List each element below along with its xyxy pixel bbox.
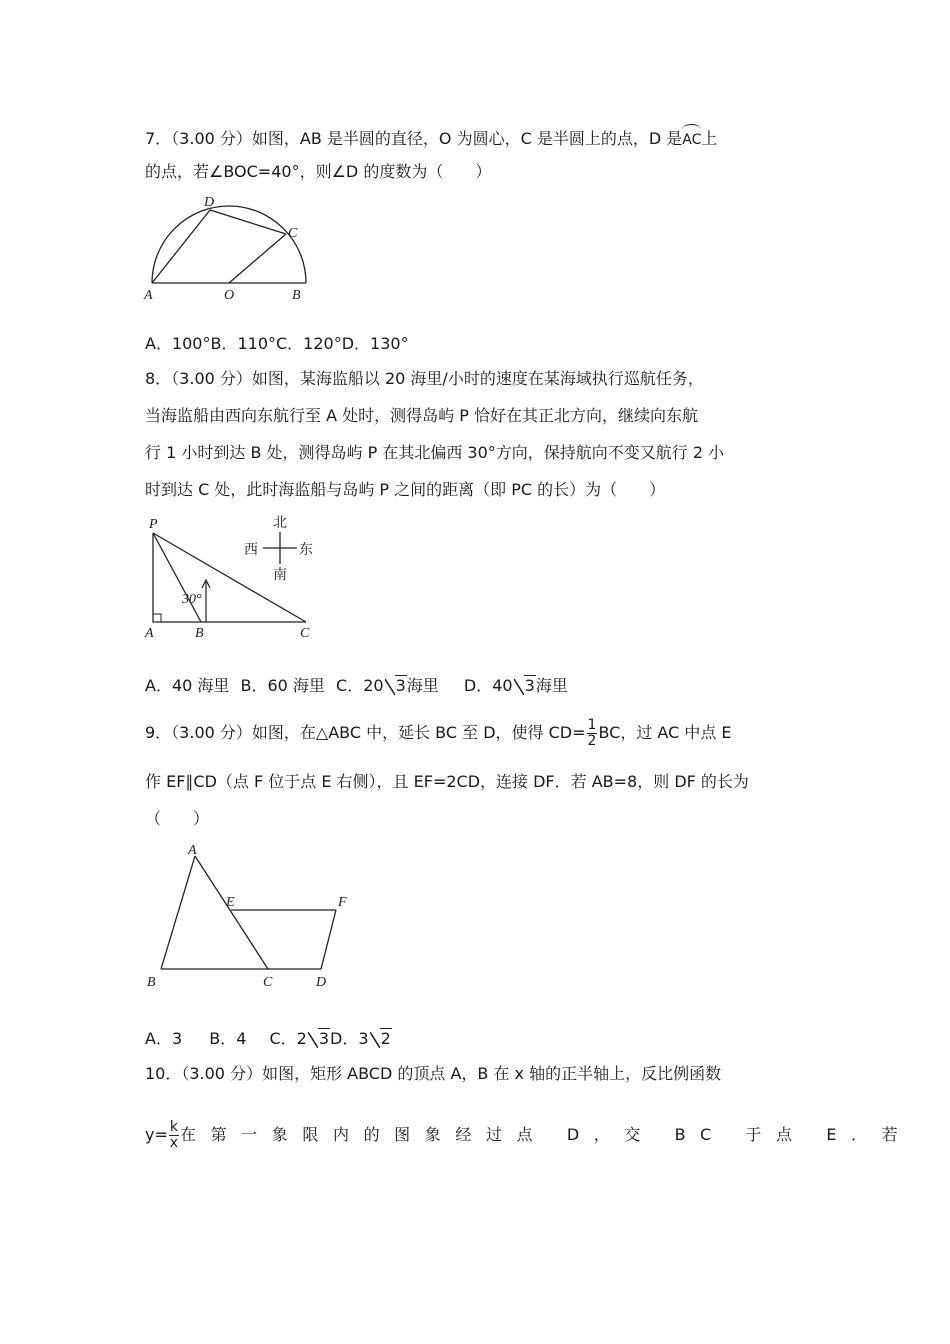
q9-option-a: A．3 bbox=[145, 1029, 183, 1048]
q8-option-d-coef: D．40 bbox=[463, 676, 513, 695]
q8-line-3: 行 1 小时到达 B 处，测得岛屿 P 在其北偏西 30°方向，保持航向不变又航行 2 小 bbox=[145, 443, 725, 462]
q9-segment-ab bbox=[161, 856, 195, 969]
q8-line-1: 8．（3.00 分）如图，某海监船以 20 海里/小时的速度在某海域执行巡航任务， bbox=[145, 369, 704, 388]
q8-label-p: P bbox=[149, 517, 158, 532]
q7-segment-dc bbox=[210, 210, 286, 234]
q8-right-angle-mark bbox=[153, 614, 161, 622]
q8-compass-west: 西 bbox=[244, 542, 258, 558]
q7-label-o: O bbox=[224, 288, 235, 303]
q8-option-d-unit: 海里 bbox=[535, 676, 568, 695]
q8-line-2: 当海监船由西向东航行至 A 处时，测得岛屿 P 恰好在其正北方向，继续向东航 bbox=[145, 406, 698, 425]
q10-y-eq: y= bbox=[145, 1125, 168, 1144]
q8-option-c-coef: C．20 bbox=[336, 676, 384, 695]
q9-segment-fd bbox=[321, 910, 336, 969]
q9-options bbox=[145, 1027, 392, 1051]
q9-fraction-num: 1 bbox=[587, 717, 597, 733]
q8-label-c: C bbox=[300, 626, 310, 641]
q7-label-c: C bbox=[288, 226, 298, 241]
q9-line-1 bbox=[145, 715, 732, 751]
q9-text-1a: 9．（3.00 分）如图，在△ABC 中，延长 BC 至 D，使得 CD= bbox=[145, 723, 586, 742]
q8-option-c-sqrt bbox=[385, 674, 407, 698]
q9-label-c: C bbox=[263, 975, 273, 990]
q7-label-a: A bbox=[144, 288, 153, 303]
q8-option-c bbox=[336, 676, 439, 695]
q10-text-2: 在第一象限内的图象经过点 D，交 BC 于点 E．若 bbox=[179, 1125, 913, 1144]
q9-option-d-coef: D．3 bbox=[330, 1029, 369, 1048]
q8-options bbox=[145, 674, 568, 698]
q8-option-c-unit: 海里 bbox=[406, 676, 439, 695]
q8-line-4: 时到达 C 处，此时海监船与岛屿 P 之间的距离（即 PC 的长）为（ ） bbox=[145, 480, 666, 499]
q9-figure bbox=[140, 838, 360, 996]
q8-option-d-sqrt bbox=[514, 674, 536, 698]
q7-label-b: B bbox=[292, 288, 301, 303]
q9-option-d-sqrt bbox=[370, 1027, 392, 1051]
q9-label-f: F bbox=[338, 895, 347, 910]
q9-line-3: （ ） bbox=[145, 809, 210, 828]
q9-label-a: A bbox=[188, 843, 197, 858]
q8-figure bbox=[140, 510, 330, 645]
q8-option-d bbox=[464, 676, 568, 695]
q9-option-c-sqrt bbox=[308, 1027, 330, 1051]
q9-line-2: 作 EF∥CD（点 F 位于点 E 右侧），且 EF=2CD，连接 DF．若 AB=8，则 DF 的长为 bbox=[145, 772, 749, 791]
q7-line-2: 的点，若∠BOC=40°，则∠D 的度数为（ ） bbox=[145, 162, 492, 181]
q10-fraction-den: x bbox=[169, 1135, 179, 1151]
q9-option-c-coef: C．2 bbox=[269, 1029, 307, 1048]
q8-angle-label: 30° bbox=[182, 592, 202, 607]
q9-text-1b: BC，过 AC 中点 E bbox=[598, 723, 732, 742]
q7-line-1 bbox=[145, 124, 717, 152]
q7-arc-ac: AC bbox=[682, 124, 701, 152]
q9-label-e: E bbox=[226, 895, 235, 910]
q8-option-d-radicand: 3 bbox=[524, 676, 535, 695]
q10-fraction-num: k bbox=[169, 1119, 178, 1135]
q7-label-d: D bbox=[204, 195, 215, 210]
q7-text-1b: 上 bbox=[701, 129, 718, 148]
q10-fraction bbox=[169, 1120, 179, 1151]
q9-option-b: B．4 bbox=[209, 1029, 247, 1048]
q7-semicircle bbox=[152, 206, 306, 283]
q8-option-b: B．60 海里 bbox=[240, 676, 325, 695]
q9-label-d: D bbox=[316, 975, 327, 990]
q8-label-a: A bbox=[145, 626, 154, 641]
q9-fraction-den: 2 bbox=[587, 733, 597, 749]
q8-compass-east: 东 bbox=[299, 542, 313, 558]
q7-figure bbox=[140, 192, 320, 306]
q9-segment-ac bbox=[195, 856, 268, 969]
q10-line-2 bbox=[145, 1117, 912, 1153]
q7-options: A．100°B．110°C．120°D．130° bbox=[145, 334, 409, 353]
q9-option-c-radicand: 3 bbox=[318, 1029, 330, 1048]
q9-option-d bbox=[330, 1029, 392, 1048]
q8-compass-south: 南 bbox=[273, 567, 287, 583]
q7-text-1a: 7．（3.00 分）如图，AB 是半圆的直径，O 为圆心，C 是半圆上的点，D 是 bbox=[145, 129, 683, 148]
q9-fraction bbox=[587, 718, 598, 749]
q8-option-c-radicand: 3 bbox=[395, 676, 406, 695]
q7-segment-oc bbox=[229, 234, 286, 283]
q8-option-a: A．40 海里 bbox=[145, 676, 230, 695]
q9-option-c bbox=[270, 1029, 331, 1048]
q8-compass-north: 北 bbox=[273, 515, 287, 531]
q9-option-d-radicand: 2 bbox=[380, 1029, 391, 1048]
q9-label-b: B bbox=[147, 975, 156, 990]
q10-line-1: 10．（3.00 分）如图，矩形 ABCD 的顶点 A，B 在 x 轴的正半轴上，反比例函数 bbox=[145, 1064, 722, 1083]
q8-label-b: B bbox=[195, 626, 204, 641]
